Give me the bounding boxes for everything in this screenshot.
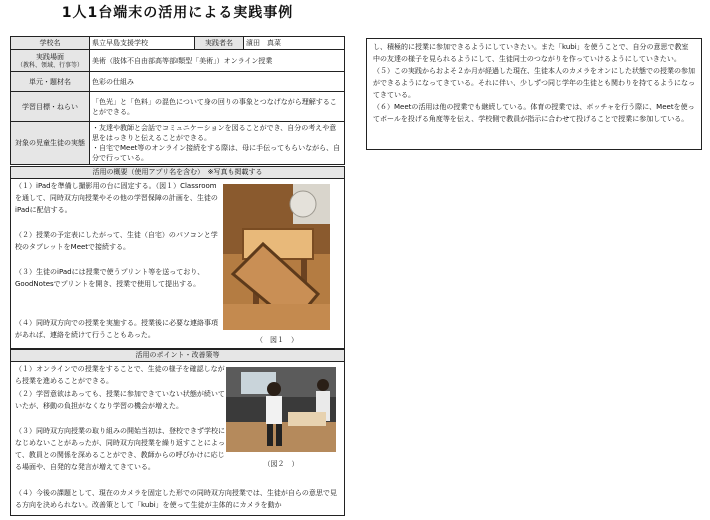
scene-label: 実践場面 [36, 52, 64, 61]
overview-item-4: （４）同時双方向での授業を実施する。授業後に必要な連絡事項があれば、連絡を続けて行うこともあった。 [15, 319, 218, 339]
unit-value: 色彩の仕組み [90, 72, 345, 92]
target-value-cell [90, 122, 345, 165]
unit-label: 単元・題材名 [11, 72, 90, 92]
points-item-1: （１）オンラインでの授業をすることで、生徒の様子を確認しながら授業を進めることができる。 [15, 365, 225, 385]
continuation-box [366, 38, 702, 150]
overview-heading: 活用の概要（使用アプリ名を含む） ※写真も掲載する [11, 167, 344, 179]
continuation-paragraph-3: （６）Meetの活用は他の授業でも継続している。体育の授業では、ボッチャを行う際に、Meetを使ってボールを投げる角度等を伝え、学校側で教員が指示に合わせて投げることで授業に参加している。 [373, 103, 695, 123]
points-heading: 活用のポイント・改善策等 [11, 350, 344, 362]
points-section [10, 349, 345, 516]
overview-section [10, 166, 345, 349]
figure-1-image [223, 184, 330, 330]
points-item-2: （２）学習意欲はあっても、授業に参加できていない状態が続いていたが、移動の負担がなくなり学習の機会が増えた。 [15, 390, 225, 410]
figure-2-image [226, 367, 336, 452]
overview-item-2: （２）授業の予定表にしたがって、生徒（自宅）のパソコンと学校のタブレットをMeetで接続する。 [15, 231, 218, 251]
continuation-paragraph-2: （５）この実践からおよそ２か月が経過した現在、生徒本人のカメラをオンにした状態での授業の参加ができるようになってきている。それに伴い、少しずつ同じ学年の生徒とも関わりを持てるようになってきている。 [373, 67, 695, 99]
target-value-2: ・自宅でMeet等のオンライン接続をする際は、母に手伝ってもらいながら、自分で行っている。 [92, 144, 341, 162]
target-value-1: ・友達や教師と会話でコミュニケーションを図ることができ、自分の考えや意思をはっきりと伝えることができる。 [92, 124, 337, 142]
figure-2-caption: （図２ ） [263, 460, 299, 468]
goal-label: 学習目標・ねらい [11, 92, 90, 122]
goal-value: 「色光」と「色料」の混色について身の回りの事象とつなげながら理解することができる。 [90, 92, 345, 122]
figure-1-caption: （ 図１ ） [256, 336, 298, 344]
points-item-4: （４）今後の課題として、現在のカメラを固定した形での同時双方向授業では、生徒が自らの意思で見る方向を決められない。改善策として「kubi」を使って生徒が主体的にカメラを動か [15, 489, 337, 509]
page-title: 1人1台端末の活用による実践事例 [61, 5, 294, 21]
overview-item-1: （１）iPadを準備し撮影用の台に固定する。（図１）Classroomを通して、同時双方向授業やその他の学習保障の計画を、生徒のiPadに配信する。 [15, 182, 218, 214]
school-label: 学校名 [11, 37, 90, 50]
author-label: 実践者名 [195, 37, 244, 50]
scene-sublabel: （教科、領域、行事等） [16, 61, 83, 69]
scene-label-cell [11, 50, 90, 72]
continuation-paragraph-1: し、積極的に授業に参加できるようにしていきたい。また「kubi」を使うことで、自分の意思で教室中の友達の様子を見られるようにして、生徒同士のつながりを作っていけるようにしていきたい。 [373, 43, 689, 63]
target-label: 対象の児童生徒の実態 [11, 122, 90, 165]
overview-item-3: （３）生徒のiPadには授業で使うプリント等を送っており、GoodNotesでプリントを開き、授業で使用して提出する。 [15, 268, 205, 288]
figure-1-photo [223, 184, 330, 330]
school-value: 県立早島支援学校 [90, 37, 195, 50]
points-item-3: （３）同時双方向授業の取り組みの開始当初は、登校できず学校になじめないことがあったが、同時双方向授業を繰り返すことによって、教員との関係を深めることができ、教師からの呼びかけに応じる場面や、自発的な発言が増えてきている。 [15, 427, 225, 471]
meta-table [10, 36, 345, 165]
scene-value: 美術（肢体不自由部高等部Ⅰ類型「美術」）オンライン授業 [90, 50, 345, 72]
figure-2-photo [226, 367, 336, 452]
author-value: 濱田 真菜 [244, 37, 345, 50]
